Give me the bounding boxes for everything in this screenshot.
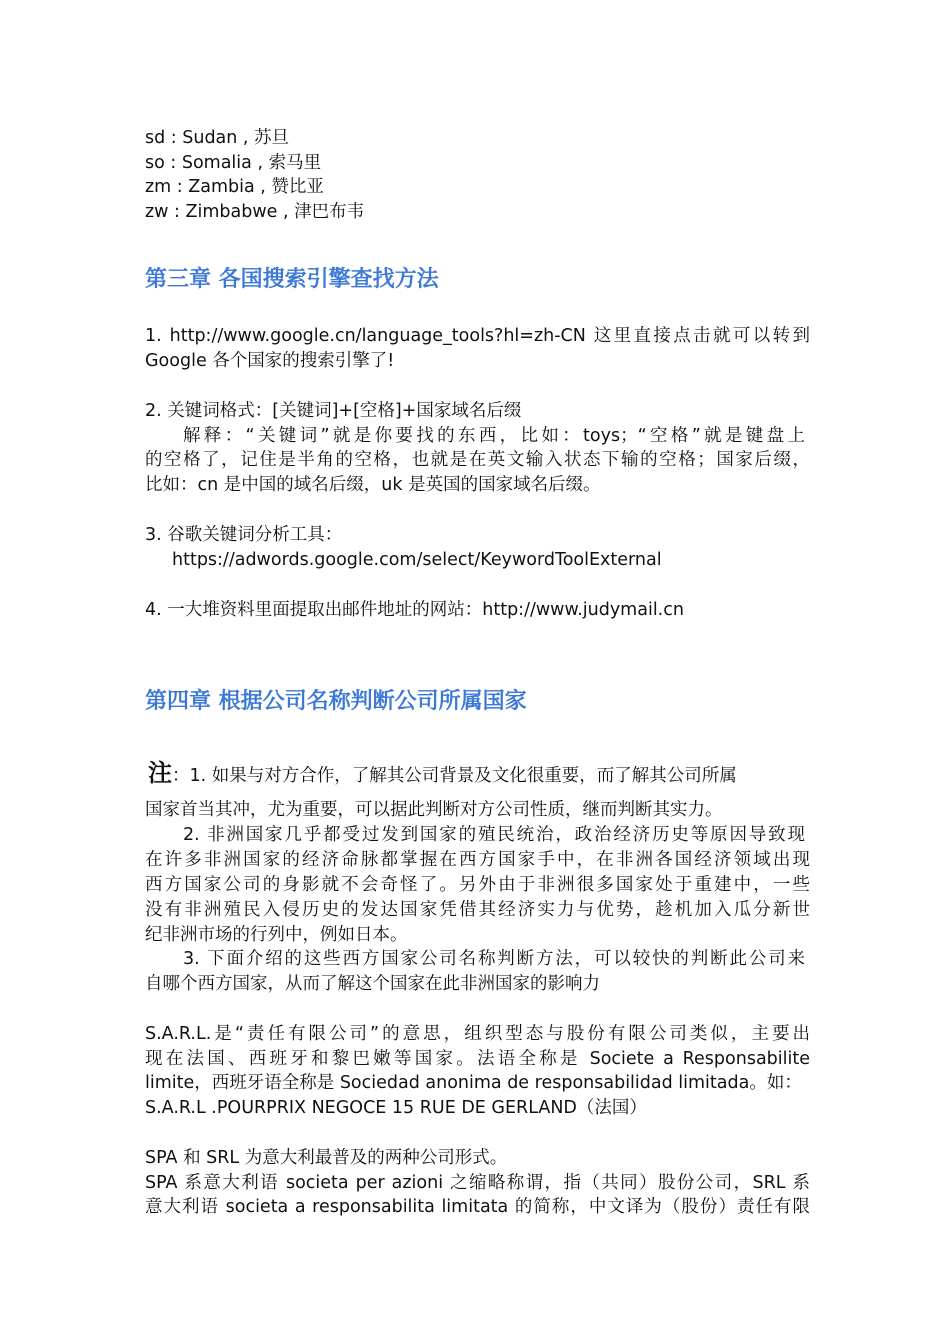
- country-line-zambia: zm : Zambia , 赞比亚: [145, 177, 324, 197]
- country-line-sudan: sd : Sudan , 苏旦: [145, 128, 290, 148]
- ch4-line-1: 国家首当其冲，尤为重要，可以据此判断对方公司性质，继而判断其实力。: [145, 800, 723, 820]
- sarl-line-3: limite，西班牙语全称是 Sociedad anonima de responsabilidad limitada。如：: [145, 1073, 802, 1093]
- sarl-line-1: S.A.R.L.是“责任有限公司”的意思，组织型态与股份有限公司类似，主要出: [145, 1024, 810, 1044]
- ch4-line-7: 3. 下面介绍的这些西方国家公司名称判断方法，可以较快的判断此公司来: [183, 949, 805, 969]
- spa-line-1: SPA 和 SRL 为意大利最普及的两种公司形式。: [145, 1148, 508, 1168]
- ch3-item-3-line-1: 3. 谷歌关键词分析工具：: [145, 525, 343, 545]
- keyword-tool-url: https://adwords.google.com/select/KeywordToolExternal: [172, 550, 662, 570]
- spa-line-2: SPA 系意大利语 societa per azioni 之缩略称谓，指（共同）股份公司，SRL 系: [145, 1173, 810, 1193]
- spa-line-3: 意大利语 societa a responsabilita limitata 的简称，中文译为（股份）责任有限: [145, 1197, 810, 1217]
- ch4-note-first-line: [148, 761, 813, 788]
- chapter-4-title: 第四章 根据公司名称判断公司所属国家: [145, 689, 527, 714]
- ch3-item-2-line-3: 的空格了，记住是半角的空格，也就是在英文输入状态下输的空格；国家后缀，: [145, 450, 810, 470]
- sarl-line-4: S.A.R.L .POURPRIX NEGOCE 15 RUE DE GERLAND（法国）: [145, 1098, 647, 1118]
- ch3-item-2-line-4: 比如：cn 是中国的域名后缀，uk 是英国的国家域名后缀。: [145, 475, 601, 495]
- ch3-item-2-line-2: 解释：“关键词”就是你要找的东西，比如：toys；“空格”就是键盘上: [183, 426, 805, 446]
- note-first-text: ：1. 如果与对方合作，了解其公司背景及文化很重要，而了解其公司所属: [172, 766, 737, 786]
- ch3-item-2-line-1: 2. 关键词格式：[关键词]+[空格]+国家域名后缀: [145, 401, 522, 421]
- country-line-somalia: so : Somalia , 索马里: [145, 153, 322, 173]
- country-line-zimbabwe: zw : Zimbabwe , 津巴布韦: [145, 202, 365, 222]
- ch3-item-1-line-2: Google 各个国家的搜索引擎了!: [145, 351, 395, 371]
- sarl-line-2: 现在法国、西班牙和黎巴嫩等国家。法语全称是 Societe a Responsabilite: [145, 1049, 810, 1069]
- ch4-line-6: 纪非洲市场的行列中，例如日本。: [145, 925, 408, 945]
- ch3-item-4-line-1: 4. 一大堆资料里面提取出邮件地址的网站：http://www.judymail.cn: [145, 600, 684, 620]
- ch4-line-4: 西方国家公司的身影就不会奇怪了。另外由于非洲很多国家处于重建中，一些: [145, 875, 810, 895]
- ch4-line-2: 2. 非洲国家几乎都受过发到国家的殖民统治，政治经济历史等原因导致现: [183, 825, 805, 845]
- ch4-line-3: 在许多非洲国家的经济命脉都掌握在西方国家手中，在非洲各国经济领域出现: [145, 850, 810, 870]
- ch4-line-5: 没有非洲殖民入侵历史的发达国家凭借其经济实力与优势，趁机加入瓜分新世: [145, 900, 810, 920]
- ch3-item-1-line-1: 1. http://www.google.cn/language_tools?hl=zh-CN 这里直接点击就可以转到: [145, 326, 810, 346]
- chapter-3-title: 第三章 各国搜索引擎查找方法: [145, 267, 439, 292]
- ch4-line-8: 自哪个西方国家，从而了解这个国家在此非洲国家的影响力: [145, 974, 600, 994]
- note-mark: 注: [148, 759, 172, 787]
